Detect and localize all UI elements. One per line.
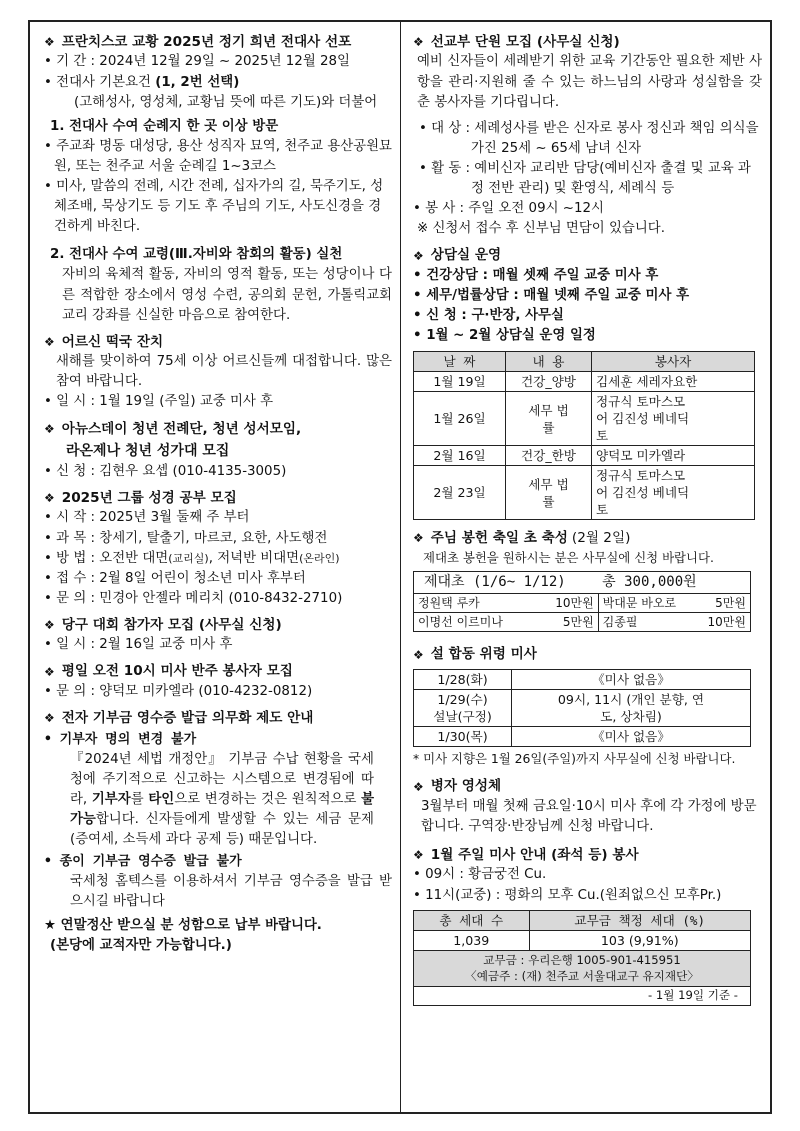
table-row: 2월 16일 건강_한방 양덕모 미카엘라 <box>414 446 755 466</box>
bible-contact: • 문 의 : 민경아 안젤라 메리치 (010-8432-2710) <box>44 589 392 609</box>
left-column <box>30 22 401 1112</box>
receipt-sub2: • 종이 기부금 영수증 발급 불가 <box>44 852 392 872</box>
candle-section <box>413 528 762 632</box>
receipt-sub1: • 기부자 명의 변경 불가 <box>44 730 392 750</box>
table-row <box>414 950 751 987</box>
newyear-note: * 미사 지향은 1월 26일(주일)까지 사무실에 신청 바랍니다. <box>413 750 736 766</box>
jubilee-condition: • 전대사 기본요건 (1, 2번 선택) <box>44 73 392 93</box>
jubilee-item1-bullet2: • 미사, 말씀의 전례, 시간 전례, 십자가의 길, 묵주기도, 성체조배, 묵상기도 등 기도 후 주님의 기도, 사도신경을 경건하게 바친다. <box>44 177 392 237</box>
newyear-table <box>413 669 751 747</box>
table-row: 2월 23일 세무 법률 정규식 토마스모어 김진성 베네딕토 <box>414 466 755 520</box>
table-row: 1/30(목) 《미사 없음》 <box>414 726 751 746</box>
right-column <box>401 22 770 1112</box>
jubilee-period: • 기 간 : 2024년 12월 29일 ~ 2025년 12월 28일 <box>44 52 392 72</box>
catechist-text: 예비 신자들이 세례받기 위한 교육 기간동안 필요한 제반 사항을 관리·지원해 줄 수 있는 하느님의 사랑과 성실함을 갖춘 봉사자를 기다립니다. <box>417 54 762 110</box>
seats-account: 교무금 : 우리은행 1005-901-415951 <box>483 952 681 967</box>
counsel-table <box>413 351 755 520</box>
weekday-title: 평일 오전 10시 미사 반주 봉사자 모집 <box>61 663 293 680</box>
catechist-activity: • 활 동 : 예비신자 교리반 담당(예비신자 출결 및 교육 과정 전반 관리) 및 환영식, 세례식 등 <box>413 159 762 199</box>
diamond-bullet-icon: ❖ <box>44 664 55 679</box>
catechist-service: • 봉 사 : 주일 오전 09시 ~12시 <box>413 199 762 219</box>
diamond-bullet-icon: ❖ <box>44 421 55 436</box>
receipt-para2: 국세청 홈텍스를 이용하셔서 기부금 영수증을 발급 받으시길 바랍니다 <box>70 873 392 910</box>
candle-title: 주님 봉헌 축일 초 축성 <box>430 530 568 547</box>
diamond-bullet-icon: ❖ <box>413 647 424 662</box>
bible-start: • 시 작 : 2025년 3월 둘째 주 부터 <box>44 508 392 528</box>
counsel-header-content: 내 용 <box>506 352 592 372</box>
seats-holder: 〈예금주 : (재) 천주교 서울대교구 유지재단〉 <box>465 969 699 984</box>
diamond-bullet-icon: ❖ <box>413 779 424 794</box>
weekday-contact: • 문 의 : 양덕모 미카엘라 (010-4232-0812) <box>44 682 392 702</box>
diamond-bullet-icon: ❖ <box>44 618 55 633</box>
receipt-para1: 『2024년 세법 개정안』 기부금 수납 현황을 국세청에 주기적으로 신고하는 시스템으로 변경됨에 따라, 기부자를 타인으로 변경하는 것은 원칙적으로 불가능합니다. 신자들에게 발생할 수 있는 세금 문제(증여세, 소득세 과다 공제 등) 때문입니다. <box>70 751 374 848</box>
youth-apply: • 신 청 : 김현우 요셉 (010-4135-3005) <box>44 462 392 482</box>
counsel-b4: • 1월 ~ 2월 상담실 운영 일정 <box>413 326 762 346</box>
seats-b2: • 11시(교중) : 평화의 모후 Cu.(원죄없으신 모후Pr.) <box>413 886 762 906</box>
seats-header-pledge: 교무금 책정 세대 (%) <box>529 910 751 930</box>
candle-head-left: 제대초 (1/6~ 1/12) <box>414 572 599 594</box>
youth-title2: 라온제나 청년 성가대 모집 <box>66 442 230 459</box>
bible-receipt: • 접 수 : 2월 8일 어린이 청소년 미사 후부터 <box>44 569 392 589</box>
diamond-bullet-icon: ❖ <box>44 35 55 50</box>
district-title: 당구 대회 참가자 모집 (사무실 신청) <box>61 616 282 633</box>
bulletin-frame <box>28 20 772 1114</box>
counsel-header-volunteer: 봉사자 <box>592 352 755 372</box>
seats-table <box>413 910 751 1006</box>
newyear-section <box>413 644 762 768</box>
weekday-section <box>44 661 392 702</box>
district-section <box>44 615 392 656</box>
counsel-section <box>413 245 762 520</box>
district-date: • 일 시 : 2월 16일 교중 미사 후 <box>44 635 392 655</box>
table-row: 1/28(화) 《미사 없음》 <box>414 669 751 689</box>
jubilee-item2-text: 자비의 육체적 활동, 자비의 영적 활동, 또는 성당이나 다른 적합한 장소에서 영성 수련, 공의회 문헌, 가톨릭교회 교리 강좌를 신실한 마음으로 참여한다. <box>62 267 392 323</box>
receipt-star: ★ 연말정산 받으실 분 성함으로 납부 바랍니다. <box>44 918 322 934</box>
elder-section <box>44 332 392 413</box>
youth-title: 아뉴스데이 청년 전례단, 청년 성서모임, <box>61 420 302 437</box>
counsel-b1: • 건강상담 : 매월 셋째 주일 교중 미사 후 <box>413 266 762 286</box>
candle-head-right: 총 300,000원 <box>598 572 750 594</box>
sick-text: 3월부터 매월 첫째 금요일·10시 미사 후에 각 가정에 방문합니다. 구역장·반장님께 신청 바랍니다. <box>421 798 757 834</box>
sick-section <box>413 776 762 837</box>
bible-section <box>44 488 392 609</box>
seats-section <box>413 845 762 1006</box>
catechist-title: 선교부 단원 모집 (사무실 신청) <box>430 34 620 50</box>
jubilee-item1-title: 1. 전대사 수여 순례지 한 곳 이상 방문 <box>50 118 279 134</box>
sick-title: 병자 영성체 <box>430 778 502 795</box>
jubilee-item2-title: 2. 전대사 수여 교령(Ⅲ.자비와 참회의 활동) 실천 <box>50 247 343 263</box>
table-row: 이명선 이르미나 5만원 김종필 10만원 <box>414 613 751 632</box>
catechist-note: ※ 신청서 접수 후 신부님 면담이 있습니다. <box>417 221 665 237</box>
youth-section <box>44 419 392 483</box>
receipt-section <box>44 708 392 956</box>
catechist-section <box>413 32 762 239</box>
table-row: 1월 19일 건강_양방 김세훈 세레자요한 <box>414 372 755 392</box>
counsel-b2: • 세무/법률상담 : 매월 넷째 주일 교중 미사 후 <box>413 286 762 306</box>
diamond-bullet-icon: ❖ <box>44 491 55 506</box>
table-row: 정원택 루카 10만원 박대문 바오로 5만원 <box>414 594 751 613</box>
elder-title: 어르신 떡국 잔치 <box>61 333 164 350</box>
seats-b1: • 09시 : 황금궁전 Cu. <box>413 865 762 885</box>
table-row: 1월 26일 세무 법률 정규식 토마스모어 김진성 베네딕토 <box>414 392 755 446</box>
diamond-bullet-icon: ❖ <box>413 35 424 50</box>
seats-title: 1월 주일 미사 안내 (좌석 등) 봉사 <box>430 847 639 864</box>
diamond-bullet-icon: ❖ <box>413 531 424 546</box>
elder-date: • 일 시 : 1월 19일 (주일) 교중 미사 후 <box>44 392 392 412</box>
receipt-star2: (본당에 교적자만 가능합니다.) <box>50 938 232 954</box>
bible-method: • 방 법 : 오전반 대면(교리실), 저녁반 비대면(온라인) <box>44 549 392 569</box>
candle-table <box>413 571 751 632</box>
bible-subject: • 과 목 : 창세기, 탈출기, 마르코, 요한, 사도행전 <box>44 529 392 549</box>
receipt-title: 전자 기부금 영수증 발급 의무화 제도 안내 <box>61 709 314 726</box>
elder-text: 새해를 맞이하여 75세 이상 어르신들께 대접합니다. 많은 참여 바랍니다. <box>56 354 392 390</box>
table-row: 1,039 103 (9,91%) <box>414 930 751 950</box>
bible-title: 2025년 그룹 성경 공부 모집 <box>61 490 237 507</box>
catechist-target: • 대 상 : 세례성사를 받은 신자로 봉사 정신과 책임 의식을 가진 25세 ~ 65세 남녀 신자 <box>413 119 762 159</box>
jubilee-item1-bullet1: • 주교좌 명동 대성당, 용산 성직자 묘역, 천주교 용산공원묘원, 또는 천주교 서울 순례길 1~3코스 <box>44 137 392 177</box>
table-row <box>414 987 751 1006</box>
jubilee-section <box>44 32 392 326</box>
seats-basis: - 1월 19일 기준 - <box>414 987 751 1006</box>
counsel-header-date: 날 짜 <box>414 352 506 372</box>
candle-title-date: (2월 2일) <box>571 530 631 547</box>
newyear-title: 설 합동 위령 미사 <box>430 646 537 663</box>
diamond-bullet-icon: ❖ <box>44 711 55 726</box>
seats-header-total: 총 세대 수 <box>414 910 530 930</box>
diamond-bullet-icon: ❖ <box>413 848 424 863</box>
table-row: 1/29(수) 설날(구정) 09시, 11시 (개인 분향, 연도, 상차림) <box>414 689 751 726</box>
jubilee-title: 프란치스코 교황 2025년 정기 희년 전대사 선포 <box>61 34 352 50</box>
diamond-bullet-icon: ❖ <box>44 335 55 349</box>
jubilee-condition-detail: (고해성사, 영성체, 교황님 뜻에 따른 기도)와 더불어 <box>74 94 378 110</box>
counsel-b3: • 신 청 : 구·반장, 사무실 <box>413 306 762 326</box>
candle-text: 제대초 봉헌을 원하시는 분은 사무실에 신청 바랍니다. <box>423 549 714 565</box>
counsel-title: 상담실 운영 <box>430 247 502 264</box>
diamond-bullet-icon: ❖ <box>413 248 424 263</box>
